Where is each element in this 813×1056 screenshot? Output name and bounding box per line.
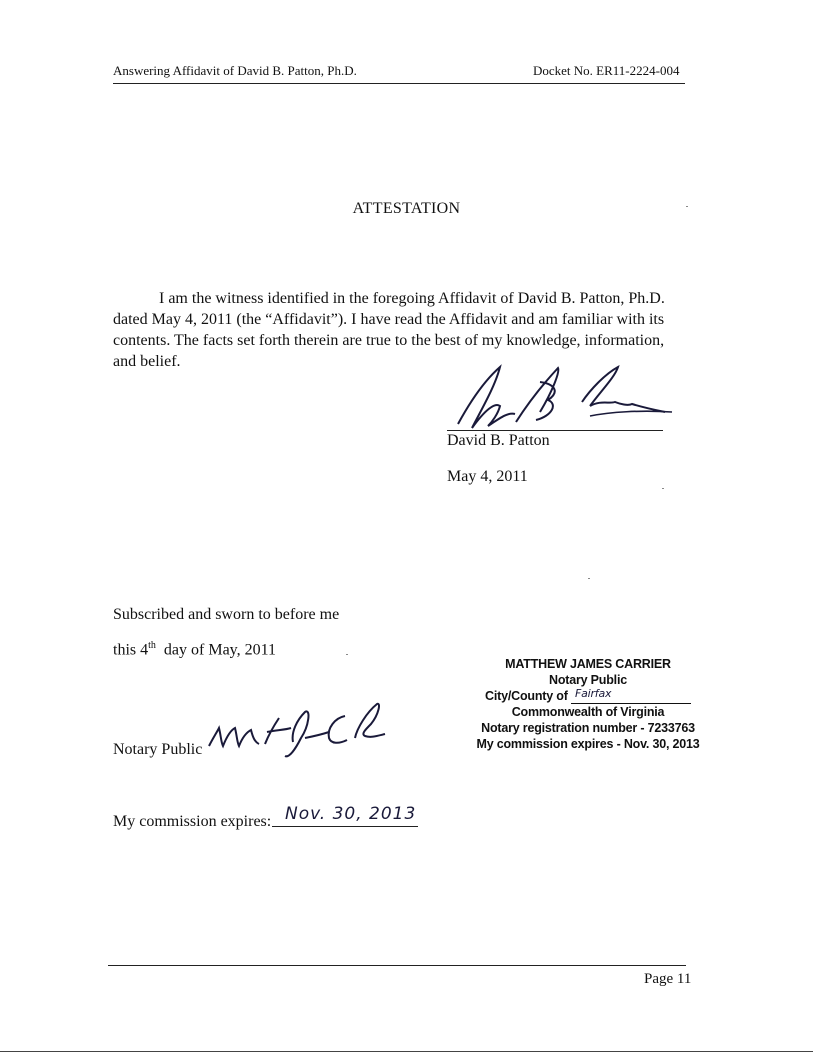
notary-public-label: Notary Public xyxy=(113,741,203,758)
header-left: Answering Affidavit of David B. Patton, Ph.D. xyxy=(113,63,357,78)
jurat-line-2 xyxy=(113,640,276,659)
stamp-county-handwritten: Fairfax xyxy=(574,687,612,700)
jurat-day-suffix: th xyxy=(148,640,156,651)
stamp-registration: Notary registration number - 7233763 xyxy=(481,721,695,735)
scan-speck xyxy=(346,654,348,655)
scan-speck xyxy=(662,488,664,489)
commission-label: My commission expires: xyxy=(113,813,272,830)
notary-signature xyxy=(205,698,390,760)
scan-speck xyxy=(588,578,590,579)
jurat-month-year: day of May, 2011 xyxy=(163,641,277,659)
header-right: Docket No. ER11-2224-004 xyxy=(533,63,680,78)
page-number: Page 11 xyxy=(644,971,692,987)
header-rule xyxy=(113,83,685,84)
footer-rule xyxy=(108,965,686,966)
scan-edge-line xyxy=(0,1051,813,1052)
signature-date: May 4, 2011 xyxy=(447,468,528,485)
scan-speck xyxy=(686,206,688,207)
attestation-paragraph xyxy=(113,288,673,372)
jurat-day: this 4 xyxy=(113,641,149,659)
jurat-line-1: Subscribed and sworn to before me xyxy=(113,606,340,623)
commission-handwritten-date: Nov. 30, 2013 xyxy=(285,804,417,824)
signer-name: David B. Patton xyxy=(447,432,550,449)
stamp-county-line xyxy=(452,688,724,704)
commission-line xyxy=(272,826,418,827)
stamp-county-label: City/County of xyxy=(485,689,568,703)
page-title: ATTESTATION xyxy=(352,200,461,217)
stamp-commonwealth: Commonwealth of Virginia xyxy=(511,705,665,719)
attestation-text: I am the witness identified in the foregoing Affidavit of David B. Patton, Ph.D. dated May 4, 2011 (the “Affidavit”). I have read the Affidavit and am familiar with its contents. The facts set forth therein are true to the best of my knowledge, information, and belief. xyxy=(113,290,665,370)
stamp-expires: My commission expires - Nov. 30, 2013 xyxy=(476,737,700,751)
signature-line xyxy=(447,430,663,431)
stamp-notary-title: Notary Public xyxy=(549,673,627,687)
notary-stamp xyxy=(452,656,724,752)
stamp-notary-name: MATTHEW JAMES CARRIER xyxy=(505,657,671,671)
